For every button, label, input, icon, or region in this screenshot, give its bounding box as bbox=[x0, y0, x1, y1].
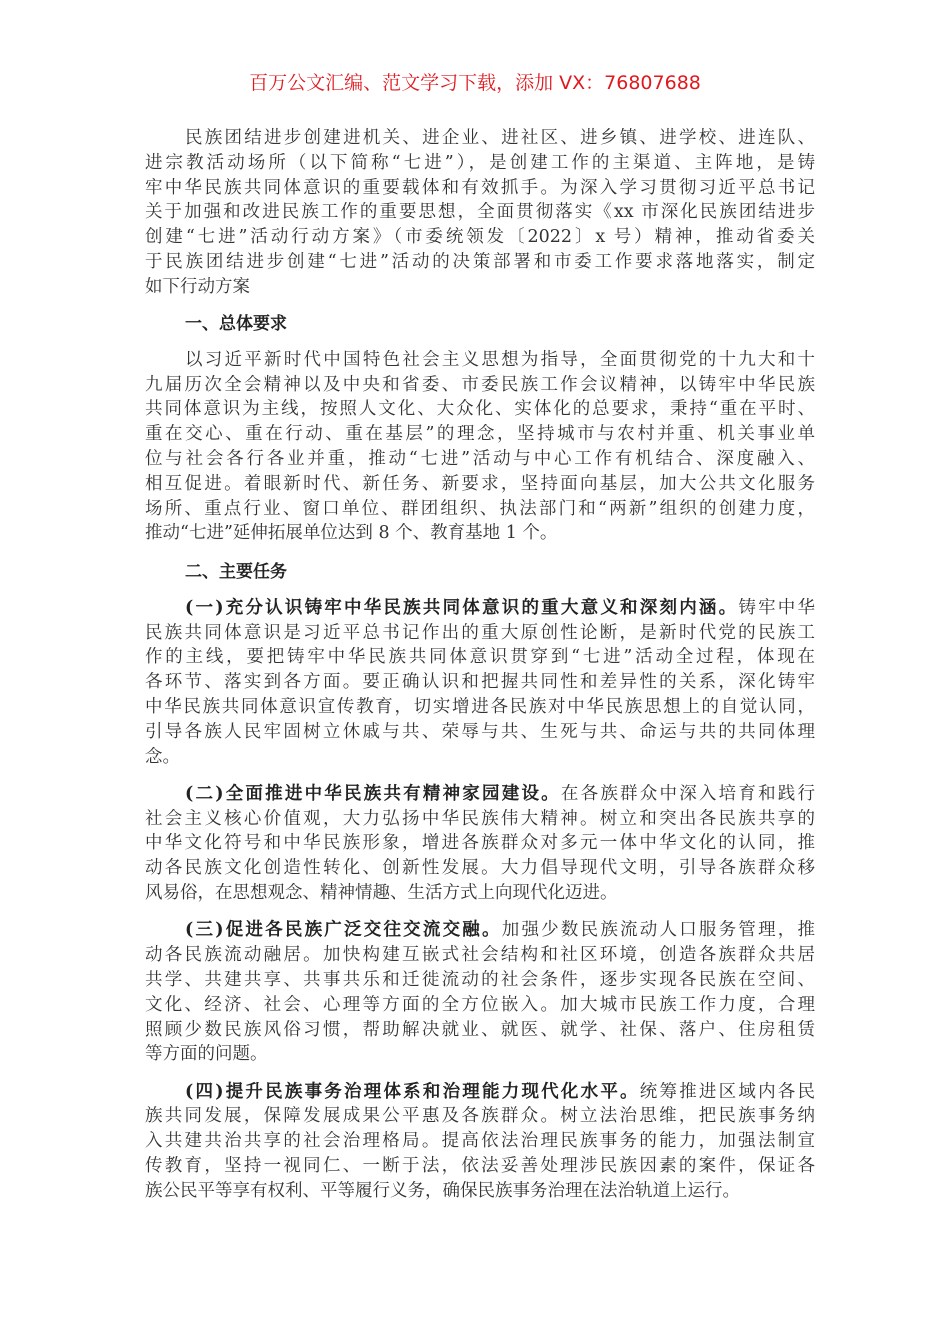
text-line: 动各民族流动融居。加快构建互嵌式社会结构和社区环境，创造各族群众共居 bbox=[145, 945, 815, 966]
text-line: 动各民族文化创造性转化、创新性发展。大力倡导现代文明，引导各族群众移 bbox=[145, 858, 815, 879]
text-line: 民族团结进步创建进机关、进企业、进社区、进乡镇、进学校、进连队、 bbox=[185, 128, 815, 148]
intro-paragraph bbox=[145, 126, 815, 300]
text-line: 共学、共建共享、共事共乐和迁徙流动的社会条件，逐步实现各民族在空间、 bbox=[145, 969, 815, 990]
text-line: 相互促进。着眼新时代、新任务、新要求，坚持面向基层，加大公共文化服务 bbox=[145, 473, 815, 494]
text-line: 念。 bbox=[145, 746, 180, 767]
text-line bbox=[145, 782, 815, 807]
text-line bbox=[145, 918, 815, 943]
section-main-tasks bbox=[145, 560, 815, 1204]
section-heading: 二、主要任务 bbox=[185, 562, 287, 582]
text-line: 九届历次全会精神以及中央和省委、市委民族工作会议精神，以铸牢中华民族 bbox=[145, 374, 815, 395]
task-paragraph bbox=[145, 1080, 815, 1204]
task-lead: (二)全面推进中华民族共有精神家园建设。 bbox=[185, 783, 561, 804]
text-line: 以习近平新时代中国特色社会主义思想为指导，全面贯彻党的十九大和十 bbox=[185, 349, 815, 370]
text-line: 重在交心、重在行动、重在基层”的理念，坚持城市与农村并重、机关事业单 bbox=[145, 424, 815, 445]
text-line: 于民族团结进步创建“七进”活动的决策部署和市委工作要求落地落实，制定 bbox=[145, 251, 815, 272]
text-line: 照顾少数民族风俗习惯，帮助解决就业、就医、就学、社保、落户、住房租赁 bbox=[145, 1019, 815, 1040]
task-text: 统筹推进区域内各民 bbox=[639, 1081, 815, 1102]
text-line: 各环节、落实到各方面。要正确认识和把握共同性和差异性的关系，深化铸牢 bbox=[145, 672, 815, 693]
text-line bbox=[145, 1080, 815, 1105]
text-line: 风易俗，在思想观念、精神情趣、生活方式上向现代化迈进。 bbox=[145, 883, 618, 904]
text-line: 如下行动方案 bbox=[145, 276, 250, 297]
text-line: 牢中华民族共同体意识的重要载体和有效抓手。为深入学习贯彻习近平总书记 bbox=[145, 177, 815, 198]
task-paragraph bbox=[145, 918, 815, 1067]
text-line: 中华民族共同体意识宣传教育，切实增进各民族对中华民族思想上的自觉认同， bbox=[145, 696, 815, 717]
text-line: 场所、重点行业、窗口单位、群团组织、执法部门和“两新”组织的创建力度， bbox=[145, 498, 815, 519]
text-line: 文化、经济、社会、心理等方面的全方位嵌入。加大城市民族工作力度，合理 bbox=[145, 994, 815, 1015]
task-lead: (三)促进各民族广泛交往交流交融。 bbox=[185, 920, 502, 941]
task-text: 加强少数民族流动人口服务管理，推 bbox=[501, 920, 816, 941]
text-line: 族公民平等享有权利、平等履行义务，确保民族事务治理在法治轨道上运行。 bbox=[145, 1180, 740, 1201]
watermark-banner: 百万公文汇编、范文学习下载，添加 VX：76807688 bbox=[249, 72, 701, 94]
text-line: 创建“七进”活动行动方案》（市委统领发〔2022〕x 号）精神，推动省委关 bbox=[145, 227, 815, 248]
task-text: 铸牢中华 bbox=[738, 597, 816, 618]
text-line: 引导各族人民牢固树立休戚与共、荣辱与共、生死与共、命运与共的共同体理 bbox=[145, 721, 815, 742]
text-line: 社会主义核心价值观，大力弘扬中华民族伟大精神。树立和突出各民族共享的 bbox=[145, 808, 815, 829]
text-line: 位与社会各行各业并重，推动“七进”活动与中心工作有机结合、深度融入、 bbox=[145, 448, 815, 469]
task-text: 在各族群众中深入培育和践行 bbox=[560, 783, 816, 804]
text-line: 推动“七进”延伸拓展单位达到 8 个、教育基地 1 个。 bbox=[145, 523, 558, 544]
text-line: 等方面的问题。 bbox=[145, 1044, 268, 1065]
task-paragraph bbox=[145, 782, 815, 906]
text-line: 族共同发展，保障发展成果公平惠及各族群众。树立法治思维，把民族事务纳 bbox=[145, 1106, 815, 1127]
section-heading: 一、总体要求 bbox=[185, 314, 287, 334]
text-line bbox=[145, 596, 815, 621]
text-line: 共同体意识为主线，按照人文化、大众化、实体化的总要求，秉持“重在平时、 bbox=[145, 399, 815, 420]
task-lead: (四)提升民族事务治理体系和治理能力现代化水平。 bbox=[185, 1081, 640, 1102]
task-paragraph bbox=[145, 596, 815, 770]
text-line: 中华文化符号和中华民族形象，增进各族群众对多元一体中华文化的认同，推 bbox=[145, 833, 815, 854]
text-line: 民族共同体意识是习近平总书记作出的重大原创性论断，是新时代党的民族工 bbox=[145, 622, 815, 643]
text-line: 传教育，坚持一视同仁、一断于法，依法妥善处理涉民族因素的案件，保证各 bbox=[145, 1156, 815, 1177]
task-lead: (一)充分认识铸牢中华民族共同体意识的重大意义和深刻内涵。 bbox=[185, 597, 739, 618]
section-general-requirements bbox=[145, 312, 815, 546]
text-line: 作的主线，要把铸牢中华民族共同体意识贯穿到“七进”活动全过程，体现在 bbox=[145, 647, 815, 668]
text-line: 关于加强和改进民族工作的重要思想，全面贯彻落实《xx 市深化民族团结进步 bbox=[145, 202, 815, 223]
text-line: 进宗教活动场所（以下简称“七进”），是创建工作的主渠道、主阵地，是铸 bbox=[145, 152, 815, 173]
paragraph bbox=[145, 348, 815, 546]
text-line: 入共建共治共享的社会治理格局。提高依法治理民族事务的能力，加强法制宣 bbox=[145, 1131, 815, 1152]
